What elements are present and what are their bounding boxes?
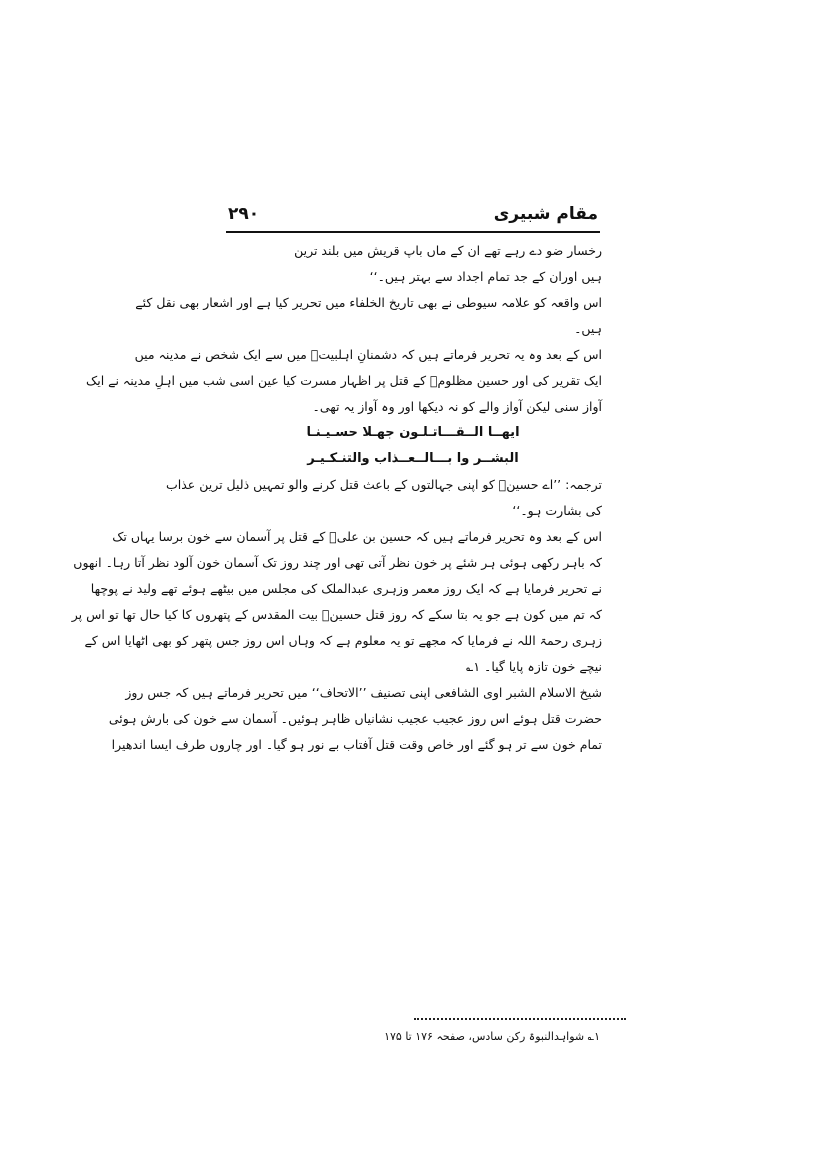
header-rule: [226, 231, 600, 233]
text-line: زہری رحمۃ اللہ نے فرمایا کہ مجھے تو یہ معلوم ہے کہ وہاں اس روز جس پتھر کو بھی اٹھایا اس کے: [84, 633, 602, 648]
text-line: اس کے بعد وہ یہ تحریر فرماتے ہیں کہ دشمنانِ اہلبیتؑ میں سے ایک شخص نے مدینہ میں: [134, 347, 602, 362]
text-line: تمام خون سے تر ہو گئے اور خاص وقت قتل آفتاب بے نور ہو گیا۔ اور چاروں طرف ایسا اندھیرا: [111, 737, 602, 752]
text-line: نیچے خون تازہ پایا گیا۔ ۱؎: [465, 659, 602, 674]
text-line: نے تحریر فرمایا ہے کہ ایک روز معمر وزہری عبدالملک کی مجلس میں بیٹھے ہوئے تھے ولید نے پوچھا: [90, 581, 602, 596]
text-line: ایھــا الــقـــاتـلـون جھـلا حسـیـنـا: [306, 425, 520, 440]
text-line: کہ باہر رکھی ہوئی ہر شئے پر خون نظر آتی تھی اور چند روز تک آسمان خون آلود نظر آتا رہا۔ انھوں: [73, 555, 602, 570]
text-line: البشــر وا بـــالــعــذاب والتنـکـیـر: [307, 451, 519, 466]
text-line: ہیں۔: [574, 321, 602, 336]
text-line: حضرت قتل ہوئے اس روز عجیب عجیب نشانیاں ظاہر ہوئیں۔ آسمان سے خون کی بارش ہوئی: [108, 711, 602, 726]
text-line: کہ تم میں کون ہے جو یہ بتا سکے کہ روز قتل حسینؑ بیت المقدس کے پتھروں کا کیا حال تھا تو اس پر: [71, 607, 602, 622]
body-text: [71, 238, 602, 758]
text-line: کی بشارت ہو۔‘‘: [512, 503, 602, 518]
text-line: ایک تقریر کی اور حسین مظلومؑ کے قتل پر اظہار مسرت کیا عین اسی شب میں اہلِ مدینہ نے ایک: [86, 373, 602, 388]
text-line: اس واقعہ کو علامہ سیوطی نے بھی تاریخ الخلفاء میں تحریر کیا ہے اور اشعار بھی نقل کئے: [135, 295, 602, 310]
page-number: ۲۹۰: [228, 204, 260, 224]
text-line: رخسار ضو دے رہے تھے ان کے ماں باپ قریش میں بلند ترین: [294, 243, 602, 258]
text-line: اس کے بعد وہ تحریر فرماتے ہیں کہ حسین بن علیؑ کے قتل پر آسمان سے خون برسا یہاں تک: [112, 529, 602, 544]
footnote-separator: [414, 1018, 626, 1020]
text-line: ہیں اوران کے جد تمام اجداد سے بہتر ہیں۔‘‘: [369, 269, 602, 284]
text-line: آواز سنی لیکن آواز والے کو نہ دیکھا اور وہ آواز یہ تھی۔: [312, 399, 602, 414]
footnote: ۱؎ شواہدالنبوۃ رکن سادس، صفحہ ۱۷۶ تا ۱۷۵: [384, 1030, 600, 1043]
running-header-title: مقام شبیری: [493, 204, 598, 224]
text-line: ترجمہ: ’’اے حسینؑ کو اپنی جہالتوں کے باعث قتل کرنے والو تمہیں ذلیل ترین عذاب: [165, 477, 602, 492]
text-line: شیخ الاسلام الشبر اوی الشافعی اپنی تصنیف ’’الاتحاف‘‘ میں تحریر فرماتے ہیں کہ جس روز: [125, 685, 602, 700]
